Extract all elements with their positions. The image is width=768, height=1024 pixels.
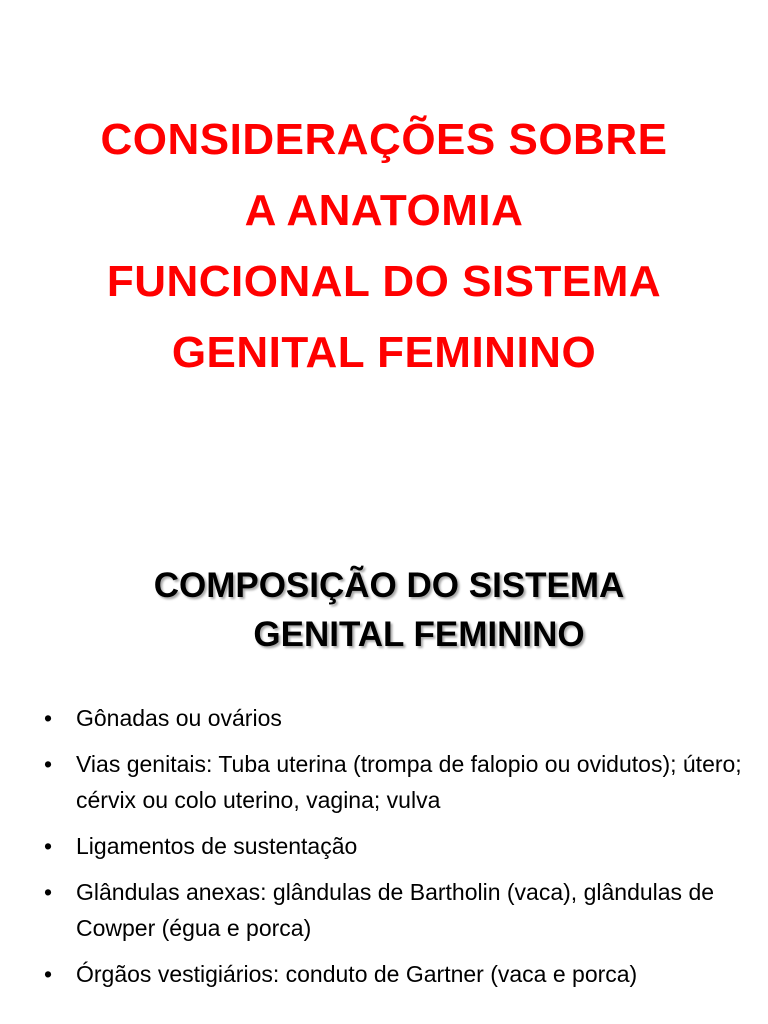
title-line: FUNCIONAL DO SISTEMA — [106, 257, 662, 306]
bullet-icon: • — [44, 961, 53, 987]
bullet-icon: • — [44, 705, 53, 731]
list-item — [44, 746, 744, 818]
bullet-list — [44, 700, 744, 1002]
bullet-icon: • — [44, 751, 53, 777]
list-item — [44, 956, 744, 992]
list-item-text: Ligamentos de sustentação — [76, 833, 358, 859]
list-item-text: Órgãos vestigiários: conduto de Gartner (vaca e porca) — [76, 961, 638, 987]
heading-line: GENITAL FEMININO — [253, 615, 585, 654]
list-item — [44, 874, 744, 946]
title-line: GENITAL FEMININO — [171, 328, 597, 377]
section-heading — [0, 561, 768, 659]
list-item — [44, 828, 744, 864]
list-item-text: Gônadas ou ovários — [76, 705, 282, 731]
bullet-icon: • — [44, 879, 53, 905]
bullet-icon: • — [44, 833, 53, 859]
list-item — [44, 700, 744, 736]
title-line: A ANATOMIA — [244, 186, 524, 235]
list-item-text: Glândulas anexas: glândulas de Bartholin (vaca), glândulas de Cowper (égua e porca) — [76, 879, 715, 941]
title-line: CONSIDERAÇÕES SOBRE — [100, 115, 668, 164]
list-item-text: Vias genitais: Tuba uterina (trompa de falopio ou ovidutos); útero; cérvix ou colo uterino, vagina; vulva — [76, 751, 742, 813]
slide-title-heading — [0, 104, 768, 388]
heading-line: COMPOSIÇÃO DO SISTEMA — [153, 566, 625, 605]
